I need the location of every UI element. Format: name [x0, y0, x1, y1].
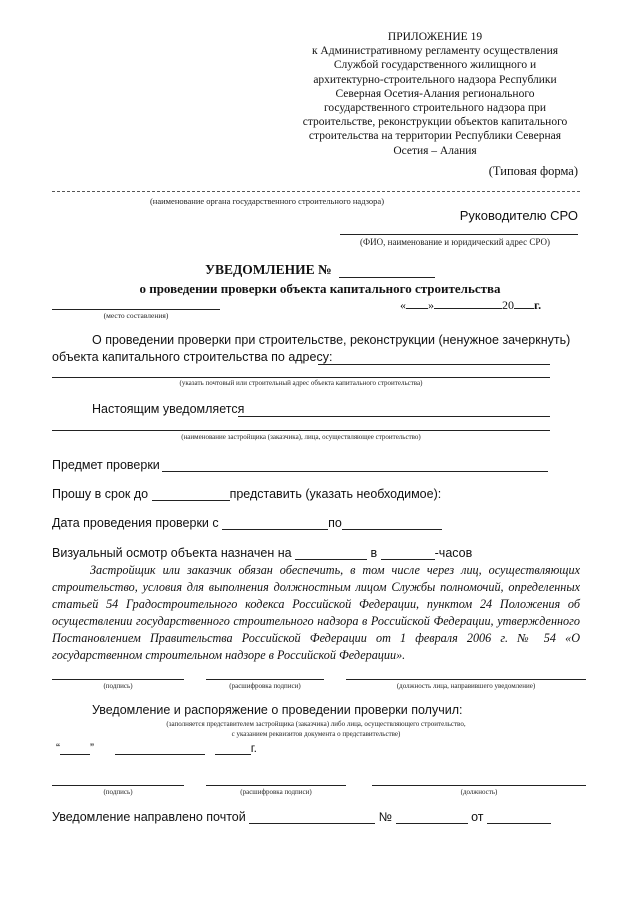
notify-input-line1[interactable] — [238, 416, 550, 417]
mail-sent-prefix: Уведомление направлено почтой — [52, 810, 246, 824]
recipient-caption: (ФИО, наименование и юридический адрес СРО) — [360, 237, 550, 247]
received-quote-open: “ — [56, 741, 60, 755]
organ-name-line[interactable] — [52, 191, 580, 192]
recipient-title: Руководителю СРО — [459, 208, 578, 223]
request-suffix: представить (указать необходимое): — [229, 487, 442, 501]
address-input-line2[interactable] — [52, 377, 550, 378]
mail-sent-from: от — [471, 810, 484, 824]
inspection-dates-row — [52, 516, 442, 530]
visual-inspection-row — [52, 546, 472, 560]
decoding-line-1[interactable] — [206, 679, 324, 680]
position-line-2[interactable] — [372, 785, 586, 786]
received-caption2: с указанием реквизитов документа о представительстве) — [231, 730, 401, 738]
subject-label: Предмет проверки — [52, 458, 160, 472]
date-month-line[interactable] — [434, 297, 502, 309]
appendix-line: Осетия – Алания — [393, 144, 477, 157]
request-prefix: Прошу в срок до — [52, 487, 149, 501]
appendix-title: ПРИЛОЖЕНИЕ 19 — [387, 31, 483, 43]
signature-line-1[interactable] — [52, 679, 184, 680]
place-line[interactable] — [52, 309, 220, 310]
address-line1: О проведении проверки при строительстве, реконструкции (ненужное зачеркнуть) — [92, 333, 571, 347]
inspection-date-from-line[interactable] — [222, 517, 328, 530]
appendix-line: к Административному регламенту осуществления — [311, 45, 559, 58]
mail-sent-row — [52, 810, 551, 824]
visual-inspection-prefix: Визуальный осмотр объекта назначен на — [52, 546, 292, 560]
visual-inspection-suffix: -часов — [434, 546, 473, 560]
decoding-caption-1: (расшифровка подписи) — [229, 682, 301, 690]
signature-caption-1: (подпись) — [103, 682, 133, 690]
date-year-line[interactable] — [514, 297, 534, 309]
appendix-block — [290, 30, 580, 158]
decoding-caption-2: (расшифровка подписи) — [240, 788, 312, 796]
received-date-row — [56, 741, 257, 755]
appendix-line: государственного строительного надзора при — [323, 102, 547, 115]
notify-caption: (наименование застройщика (заказчика), лица, осуществляющее строительство) — [181, 433, 421, 441]
place-caption: (место составления) — [103, 311, 169, 320]
visual-inspection-middle: в — [370, 546, 378, 560]
decoding-line-2[interactable] — [206, 785, 346, 786]
inspection-dates-middle: по — [328, 516, 342, 530]
received-caption1: (заполняется представителем застройщика (заказчика) либо лица, осуществляющего строительство, — [166, 720, 466, 728]
received-year-suffix: г. — [250, 741, 257, 755]
received-quote-close: ” — [90, 741, 94, 755]
date-year-prefix: 20 — [502, 298, 514, 312]
signature-line-2[interactable] — [52, 785, 184, 786]
received-day-line[interactable] — [60, 742, 90, 755]
signature-caption-2: (подпись) — [103, 788, 133, 796]
mail-sent-number-line[interactable] — [396, 811, 468, 824]
appendix-line: Службой государственного жилищного и — [333, 59, 537, 72]
date-field — [400, 297, 541, 313]
mail-sent-address-line[interactable] — [249, 811, 375, 824]
position-caption-2: (должность) — [460, 788, 498, 796]
received-title: Уведомление и распоряжение о проведении проверки получил: — [92, 703, 463, 717]
date-open-quote: « — [400, 298, 406, 312]
inspection-dates-prefix: Дата проведения проверки с — [52, 516, 219, 530]
subject-input-line[interactable] — [162, 471, 548, 472]
address-input-line1[interactable] — [318, 364, 550, 365]
visual-inspection-date-line[interactable] — [295, 547, 367, 560]
date-close-quote: » — [428, 298, 434, 312]
mail-sent-number-sign: № — [378, 810, 393, 824]
notice-subtitle: о проведении проверки объекта капитального строительства — [139, 281, 501, 296]
request-row — [52, 487, 441, 501]
received-month-line[interactable] — [115, 742, 205, 755]
visual-inspection-time-line[interactable] — [381, 547, 435, 560]
appendix-line: архитектурно-строительного надзора Республики — [313, 73, 557, 86]
appendix-line: строительстве, реконструкции объектов капитального — [302, 116, 568, 129]
address-caption: (указать почтовый или строительный адрес объекта капитального строительства) — [179, 379, 423, 387]
date-day-line[interactable] — [406, 297, 428, 309]
notice-number-line[interactable] — [339, 265, 435, 278]
inspection-date-to-line[interactable] — [342, 517, 442, 530]
form-type-label: (Типовая форма) — [488, 164, 578, 178]
address-line2: объекта капитального строительства по адресу: — [52, 350, 333, 364]
organ-name-caption: (наименование органа государственного строительного надзора) — [149, 196, 385, 206]
recipient-details-line[interactable] — [340, 234, 578, 235]
obligation-paragraph: Застройщик или заказчик обязан обеспечить, в том числе через лиц, осуществляющих строительство, условия для выполнения должностным лицом Службы полномочий, определенных статьей 54 Градостроительного кодекса Российской Федерации, пунктом 24 Положения об осуществлении государственного строительного надзора в Российской Федерации, утвержденного Постановлением Правительства Российской Федерации от 1 февраля 2006 г. № 54 «О государственном строительном надзоре в Российской Федерации». — [52, 563, 580, 662]
notice-title-row — [0, 262, 640, 278]
notice-title: УВЕДОМЛЕНИЕ № — [205, 262, 332, 277]
mail-sent-date-line[interactable] — [487, 811, 551, 824]
position-line-1[interactable] — [346, 679, 586, 680]
notify-label: Настоящим уведомляется — [92, 402, 245, 416]
appendix-line: Северная Осетия-Алания регионального — [335, 87, 535, 100]
date-year-suffix: г. — [534, 298, 542, 312]
request-deadline-line[interactable] — [152, 488, 230, 501]
received-year-line[interactable] — [215, 742, 251, 755]
notify-input-line2[interactable] — [52, 430, 550, 431]
appendix-line: строительства на территории Республики Северная — [308, 130, 562, 143]
position-caption-1: (должность лица, направившего уведомление) — [396, 682, 536, 690]
